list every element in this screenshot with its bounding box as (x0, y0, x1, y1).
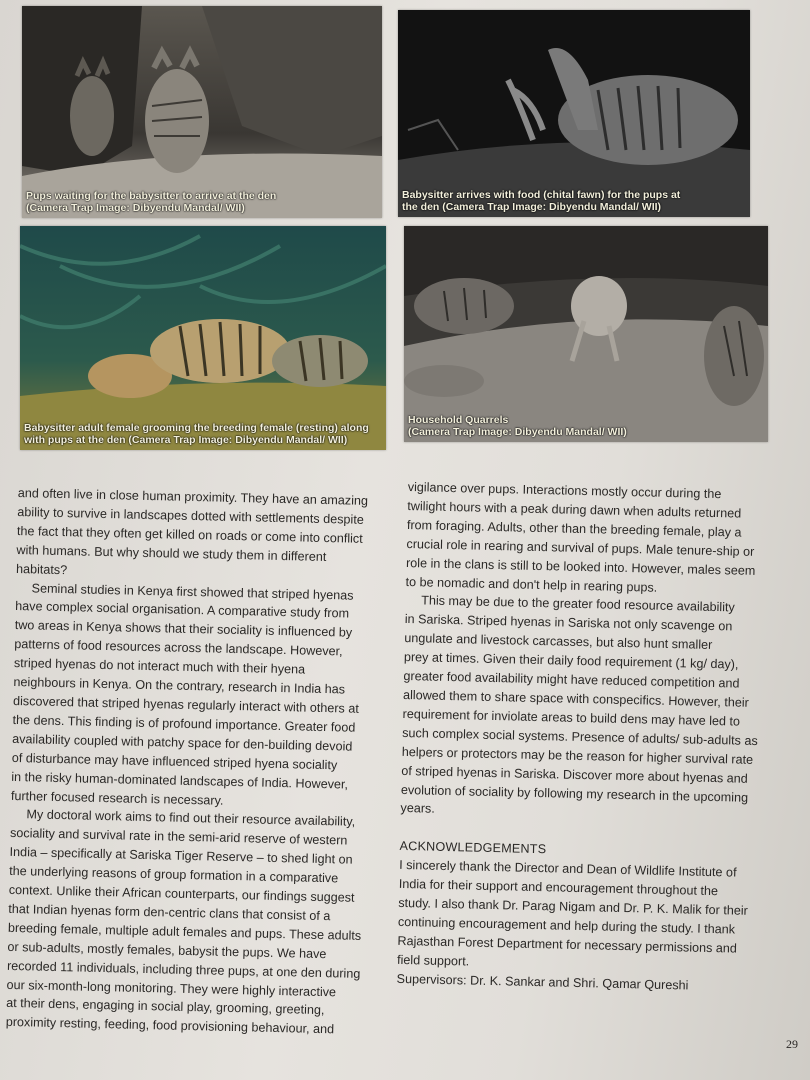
text-line: requirement for inviolate areas to build dens may have led to (402, 706, 741, 729)
text-line: further focused research is necessary. (10, 788, 224, 808)
paragraph (397, 856, 779, 978)
paragraph (6, 805, 391, 1040)
caption-line: Babysitter arrives with food (chital fawn) for the pups at (402, 189, 681, 201)
text-line: and often live in close human proximity. They have an amazing (17, 485, 369, 508)
text-line: two areas in Kenya shows that their sociality is influenced by (14, 618, 353, 640)
text-line: greater food availability might have reduced competition and (403, 669, 740, 691)
caption-line: (Camera Trap Image: Dibyendu Mandal/ WII) (26, 202, 245, 214)
caption-line: the den (Camera Trap Image: Dibyendu Mandal/ WII) (402, 201, 662, 213)
text-line: twilight hours with a peak during dawn when adults returned (407, 498, 742, 521)
text-line: ungulate and livestock carcasses, but also hunt smaller (404, 631, 713, 653)
text-line: habitats? (15, 561, 68, 577)
text-line: striped hyenas do not interact much with their hyena (13, 656, 306, 677)
photo-babysitter-arrives-image (398, 10, 750, 217)
text-line: Seminal studies in Kenya first showed that striped hyenas (31, 580, 354, 603)
photo-babysitter-arrives (398, 10, 750, 217)
page-number: 29 (786, 1037, 798, 1051)
text-line: I sincerely thank the Director and Dean of Wildlife Institute of (399, 858, 737, 880)
photo-pups-waiting-image (22, 6, 382, 218)
caption-line: (Camera Trap Image: Dibyendu Mandal/ WII) (408, 426, 627, 438)
paragraph (16, 484, 398, 587)
text-line: neighbours in Kenya. On the contrary, research in India has (13, 675, 346, 697)
text-line: in the risky human-dominated landscapes of India. However, (11, 769, 349, 792)
photo-caption (408, 414, 762, 438)
text-line: India – specifically at Sariska Tiger Reserve – to shed light on (9, 845, 353, 867)
text-line: patterns of food resources across the landscape. However, (14, 637, 343, 659)
text-line: or sub-adults, mostly females, babysit the pups. We have (7, 939, 327, 961)
text-line: recorded 11 individuals, including three pups, at one den during (6, 958, 361, 981)
text-line: This may be due to the greater food resource availability (421, 593, 735, 615)
paragraph (405, 478, 787, 600)
text-line: our six-month-long monitoring. They were highly interactive (6, 977, 337, 999)
text-line: Rajasthan Forest Department for necessary permissions and (397, 933, 738, 956)
supervisors-line: Supervisors: Dr. K. Sankar and Shri. Qamar Qureshi (396, 971, 689, 993)
text-line: proximity resting, feeding, food provisioning behaviour, and (5, 1015, 335, 1037)
article-column-left (6, 484, 398, 1041)
text-line: of striped hyenas in Sariska. Discover more about hyenas and (401, 763, 748, 786)
text-line: the fact that they often get killed on roads or come into conflict (16, 523, 363, 546)
text-line: context. Unlike their African counterparts, our findings suggest (8, 882, 355, 905)
text-line: role in the clans is still to be looked into. However, males seem (405, 555, 756, 578)
text-line: My doctoral work aims to find out their resource availability, (26, 807, 356, 830)
text-line: availability coupled with patchy space for den-building devoid (12, 731, 353, 754)
text-line: vigilance over pups. Interactions mostly occur during the (407, 479, 722, 502)
text-line: at their dens, engaging in social play, grooming, greeting, (6, 996, 325, 1018)
photo-household-quarrels (404, 226, 768, 442)
text-line: the dens. This finding is of profound importance. Greater food (12, 712, 356, 735)
text-line: helpers or protectors may be the reason for higher survival rate (401, 744, 754, 767)
photo-grooming (20, 226, 386, 450)
text-line: crucial role in rearing and survival of pups. Male tenure-ship or (406, 536, 755, 559)
text-line: ability to survive in landscapes dotted with settlements despite (17, 504, 364, 527)
article-column-right (396, 478, 787, 997)
text-line: study. I also thank Dr. Parag Nigam and Dr. P. K. Malik for their (398, 895, 748, 918)
caption-line: Household Quarrels (408, 414, 509, 426)
text-line: continuing encouragement and help during the study. I thank (397, 914, 736, 937)
text-line: years. (400, 801, 435, 817)
text-line: field support. (396, 952, 470, 969)
text-line: breeding female, multiple adult females and pups. These adults (7, 920, 362, 943)
text-line: that Indian hyenas form den-centric clans that consist of a (8, 901, 331, 924)
photo-grooming-image (20, 226, 386, 450)
photo-caption (402, 189, 744, 213)
text-line: prey at times. Given their daily food requirement (1 kg/ day), (403, 650, 739, 672)
photo-household-quarrels-image (404, 226, 768, 442)
text-line: in Sariska. Striped hyenas in Sariska not only scavenge on (404, 612, 733, 634)
acknowledgements-heading: ACKNOWLEDGEMENTS (399, 839, 547, 857)
caption-line: Babysitter adult female grooming the breeding female (resting) along (24, 422, 369, 434)
text-line: the underlying reasons of group formation in a comparative (9, 864, 339, 886)
text-line: from foraging. Adults, other than the breeding female, play a (406, 517, 742, 540)
photo-caption (26, 190, 376, 214)
text-line: evolution of sociality by following my research in the upcoming (400, 782, 749, 805)
photo-caption (24, 422, 380, 446)
caption-line: Pups waiting for the babysitter to arrive at the den (26, 190, 277, 202)
paragraph (11, 579, 396, 814)
caption-line: with pups at the den (Camera Trap Image: Dibyendu Mandal/ WII) (24, 434, 348, 446)
text-line: have complex social organisation. A comparative study from (15, 599, 350, 621)
text-line: sociality and survival rate in the semi-arid reserve of western (9, 826, 348, 848)
text-line: India for their support and encouragement throughout the (398, 877, 719, 899)
text-line: to be nomadic and don't help in rearing pups. (405, 574, 658, 595)
text-line: such complex social systems. Presence of adults/ sub-adults as (402, 725, 758, 748)
text-line: allowed them to share space with conspecifics. However, their (402, 687, 749, 710)
text-line: of disturbance may have influenced striped hyena sociality (11, 750, 338, 773)
photo-pups-waiting (22, 6, 382, 218)
text-line: with humans. But why should we study them in different (16, 542, 327, 564)
text-line: discovered that striped hyenas regularly interact with others at (12, 693, 359, 716)
paragraph (400, 591, 785, 826)
